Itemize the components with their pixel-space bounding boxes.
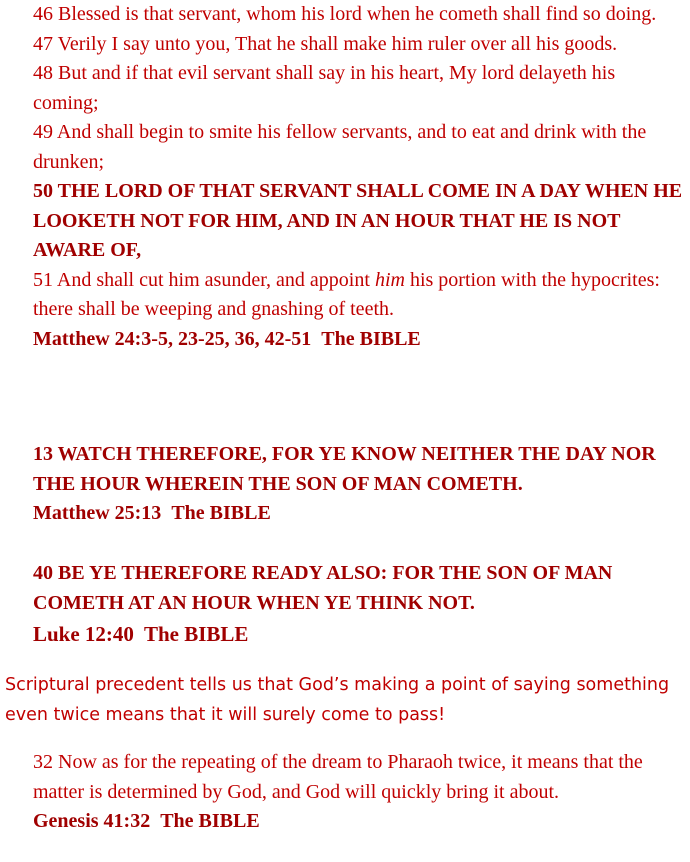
passage-matthew-25 <box>33 440 685 529</box>
verse-40: 40 BE YE THEREFORE READY ALSO: FOR THE SON OF MAN COMETH AT AN HOUR WHEN YE THINK NOT. <box>33 562 613 614</box>
scripture-reference <box>33 807 685 837</box>
reference-source: The BIBLE <box>171 502 271 524</box>
reference-book: Matthew 24:3-5, 23-25, 36, 42-51 <box>33 327 312 350</box>
verse-51-part-1: 51 And shall cut him asunder, and appoint <box>33 268 375 291</box>
reference-book: Matthew 25:13 <box>33 502 162 524</box>
reference-book: Luke 12:40 <box>33 622 134 646</box>
reference-source: The BIBLE <box>160 810 260 832</box>
passage-matthew-24 <box>33 0 685 354</box>
verse-47: 47 Verily I say unto you, That he shall make him ruler over all his goods. <box>33 32 618 55</box>
scripture-reference <box>33 499 685 529</box>
verse-32: 32 Now as for the repeating of the dream to Pharaoh twice, it means that the matter is determined by God, and God will quickly bring it about. <box>33 751 643 803</box>
scripture-reference <box>33 620 685 650</box>
verse-51-italic-word: him <box>374 268 405 291</box>
passage-genesis-41 <box>33 748 685 837</box>
verse-48: 48 But and if that evil servant shall say in his heart, My lord delayeth his coming; <box>33 62 616 114</box>
reference-book: Genesis 41:32 <box>33 810 151 832</box>
verse-49: 49 And shall begin to smite his fellow servants, and to eat and drink with the drunken; <box>33 121 647 173</box>
verse-13: 13 WATCH THEREFORE, FOR YE KNOW NEITHER THE DAY NOR THE HOUR WHEREIN THE SON OF MAN COMETH. <box>33 443 656 495</box>
scripture-reference <box>33 325 685 355</box>
commentary-text: Scriptural precedent tells us that God’s making a point of saying something even twice means that it will surely come to pass! <box>5 675 670 725</box>
passage-luke-12 <box>33 559 685 650</box>
verse-46: 46 Blessed is that servant, whom his lord when he cometh shall find so doing. <box>33 3 657 25</box>
verse-51-part-2: his portion with the hypocrites: there shall be weeping and gnashing of teeth. <box>33 268 660 320</box>
verse-51 <box>33 266 685 325</box>
reference-source: The BIBLE <box>143 622 249 646</box>
verse-50: 50 THE LORD OF THAT SERVANT SHALL COME IN A DAY WHEN HE LOOKETH NOT FOR HIM, AND IN AN HOUR THAT HE IS NOT AWARE OF, <box>33 180 683 261</box>
reference-source: The BIBLE <box>321 327 421 350</box>
